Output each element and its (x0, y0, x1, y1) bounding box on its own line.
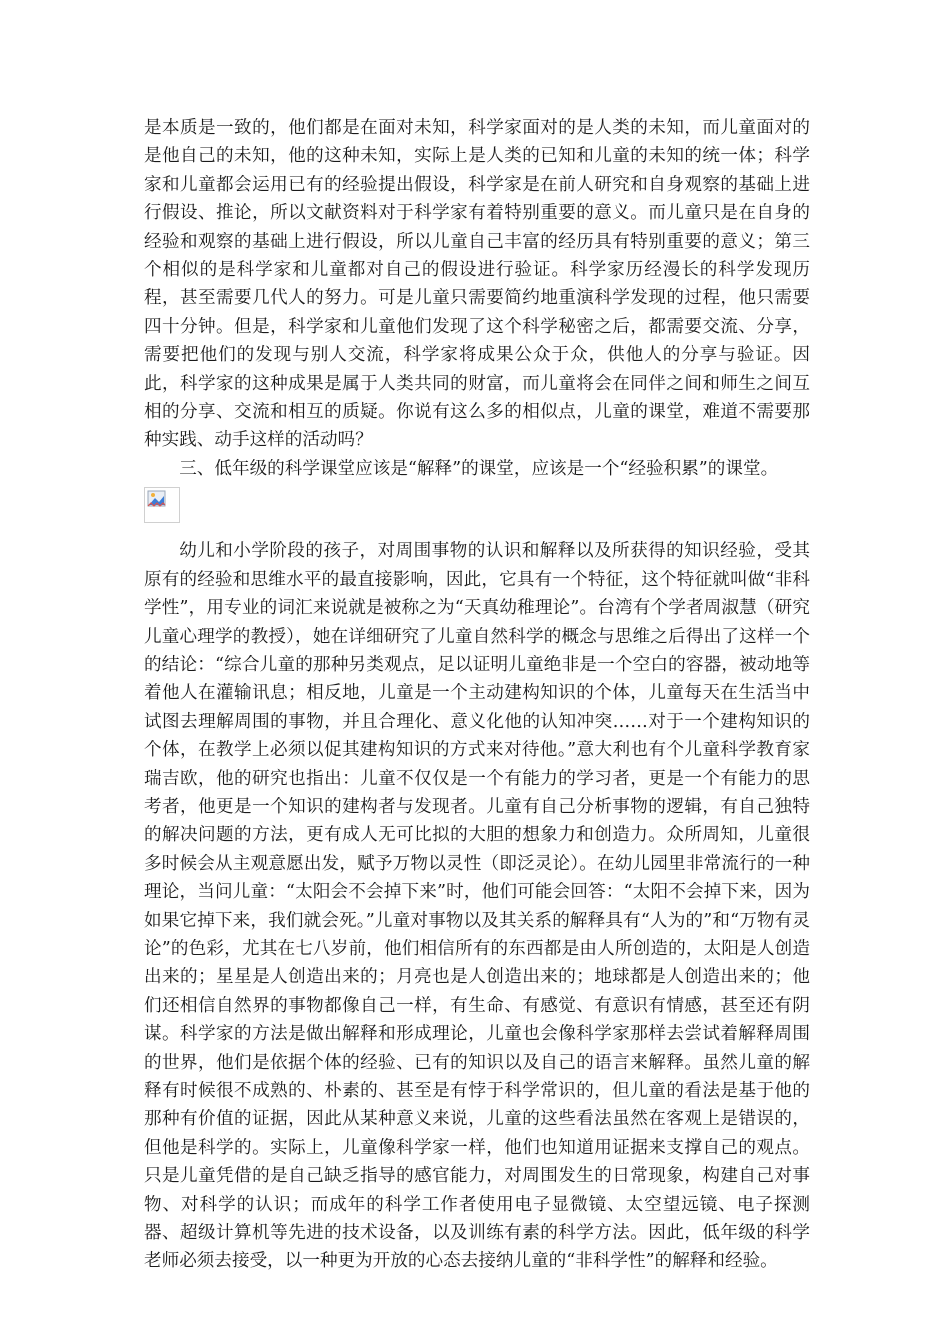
broken-image-icon (144, 487, 180, 523)
broken-image-glyph (147, 490, 177, 520)
body-paragraph: 幼儿和小学阶段的孩子，对周围事物的认识和解释以及所获得的知识经验，受其原有的经验和思维水平的最直接影响，因此，它具有一个特征，这个特征就叫做“非科学性”，用专业的词汇来说就是被称之为“天真幼稚理论”。台湾有个学者周淑慧（研究儿童心理学的教授），她在详细研究了儿童自然科学的概念与思维之后得出了这样一个的结论：“综合儿童的那种另类观点，足以证明儿童绝非是一个空白的容器，被动地等着他人在灌输讯息；相反地，儿童是一个主动建构知识的个体，儿童每天在生活当中试图去理解周围的事物，并且合理化、意义化他的认知冲突……对于一个建构知识的个体，在教学上必须以促其建构知识的方式来对待他。”意大利也有个儿童科学教育家瑞吉欧，他的研究也指出：儿童不仅仅是一个有能力的学习者，更是一个有能力的思考者，他更是一个知识的建构者与发现者。儿童有自己分析事物的逻辑，有自己独特的解决问题的方法，更有成人无可比拟的大胆的想象力和创造力。众所周知，儿童很多时候会从主观意愿出发，赋予万物以灵性（即泛灵论）。在幼儿园里非常流行的一种理论，当问儿童：“太阳会不会掉下来”时，他们可能会回答：“太阳不会掉下来，因为如果它掉下来，我们就会死。”儿童对事物以及其关系的解释具有“人为的”和“万物有灵论”的色彩，尤其在七八岁前，他们相信所有的东西都是由人所创造的，太阳是人创造出来的；星星是人创造出来的；月亮也是人创造出来的；地球都是人创造出来的；他们还相信自然界的事物都像自己一样，有生命、有感觉、有意识有情感，甚至还有阴谋。科学家的方法是做出解释和形成理论，儿童也会像科学家那样去尝试着解释周围的世界，他们是依据个体的经验、已有的知识以及自己的语言来解释。虽然儿童的解释有时候很不成熟的、朴素的、甚至是有悖于科学常识的，但儿童的看法是基于他的那种有价值的证据，因此从某种意义来说，儿童的这些看法虽然在客观上是错误的，但他是科学的。实际上，儿童像科学家一样，他们也知道用证据来支撑自己的观点。只是儿童凭借的是自己缺乏指导的感官能力，对周围发生的日常现象，构建自己对事物、对科学的认识；而成年的科学工作者使用电子显微镜、太空望远镜、电子探测器、超级计算机等先进的技术设备，以及训练有素的科学方法。因此，低年级的科学老师必须去接受，以一种更为开放的心态去接纳儿童的“非科学性”的解释和经验。 (144, 541, 810, 1272)
document-page (144, 114, 810, 1276)
section-heading-3: 三、低年级的科学课堂应该是“解释”的课堂，应该是一个“经验积累”的课堂。 (179, 458, 779, 479)
body-paragraph-continued: 是本质是一致的，他们都是在面对未知，科学家面对的是人类的未知，而儿童面对的是他自己的未知，他的这种未知，实际上是人类的已知和儿童的未知的统一体；科学家和儿童都会运用已有的经验提出假设，科学家是在前人研究和自身观察的基础上进行假设、推论，所以文献资料对于科学家有着特别重要的意义。而儿童只是在自身的经验和观察的基础上进行假设，所以儿童自己丰富的经历具有特别重要的意义；第三个相似的是科学家和儿童都对自己的假设进行验证。科学家历经漫长的科学发现历程，甚至需要几代人的努力。可是儿童只需要简约地重演科学发现的过程，他只需要四十分钟。但是，科学家和儿童他们发现了这个科学秘密之后，都需要交流、分享，需要把他们的发现与别人交流，科学家将成果公众于众，供他人的分享与验证。因此，科学家的这种成果是属于人类共同的财富，而儿童将会在同伴之间和师生之间互相的分享、交流和相互的质疑。你说有这么多的相似点，儿童的课堂，难道不需要那种实践、动手这样的活动吗？ (144, 118, 810, 451)
